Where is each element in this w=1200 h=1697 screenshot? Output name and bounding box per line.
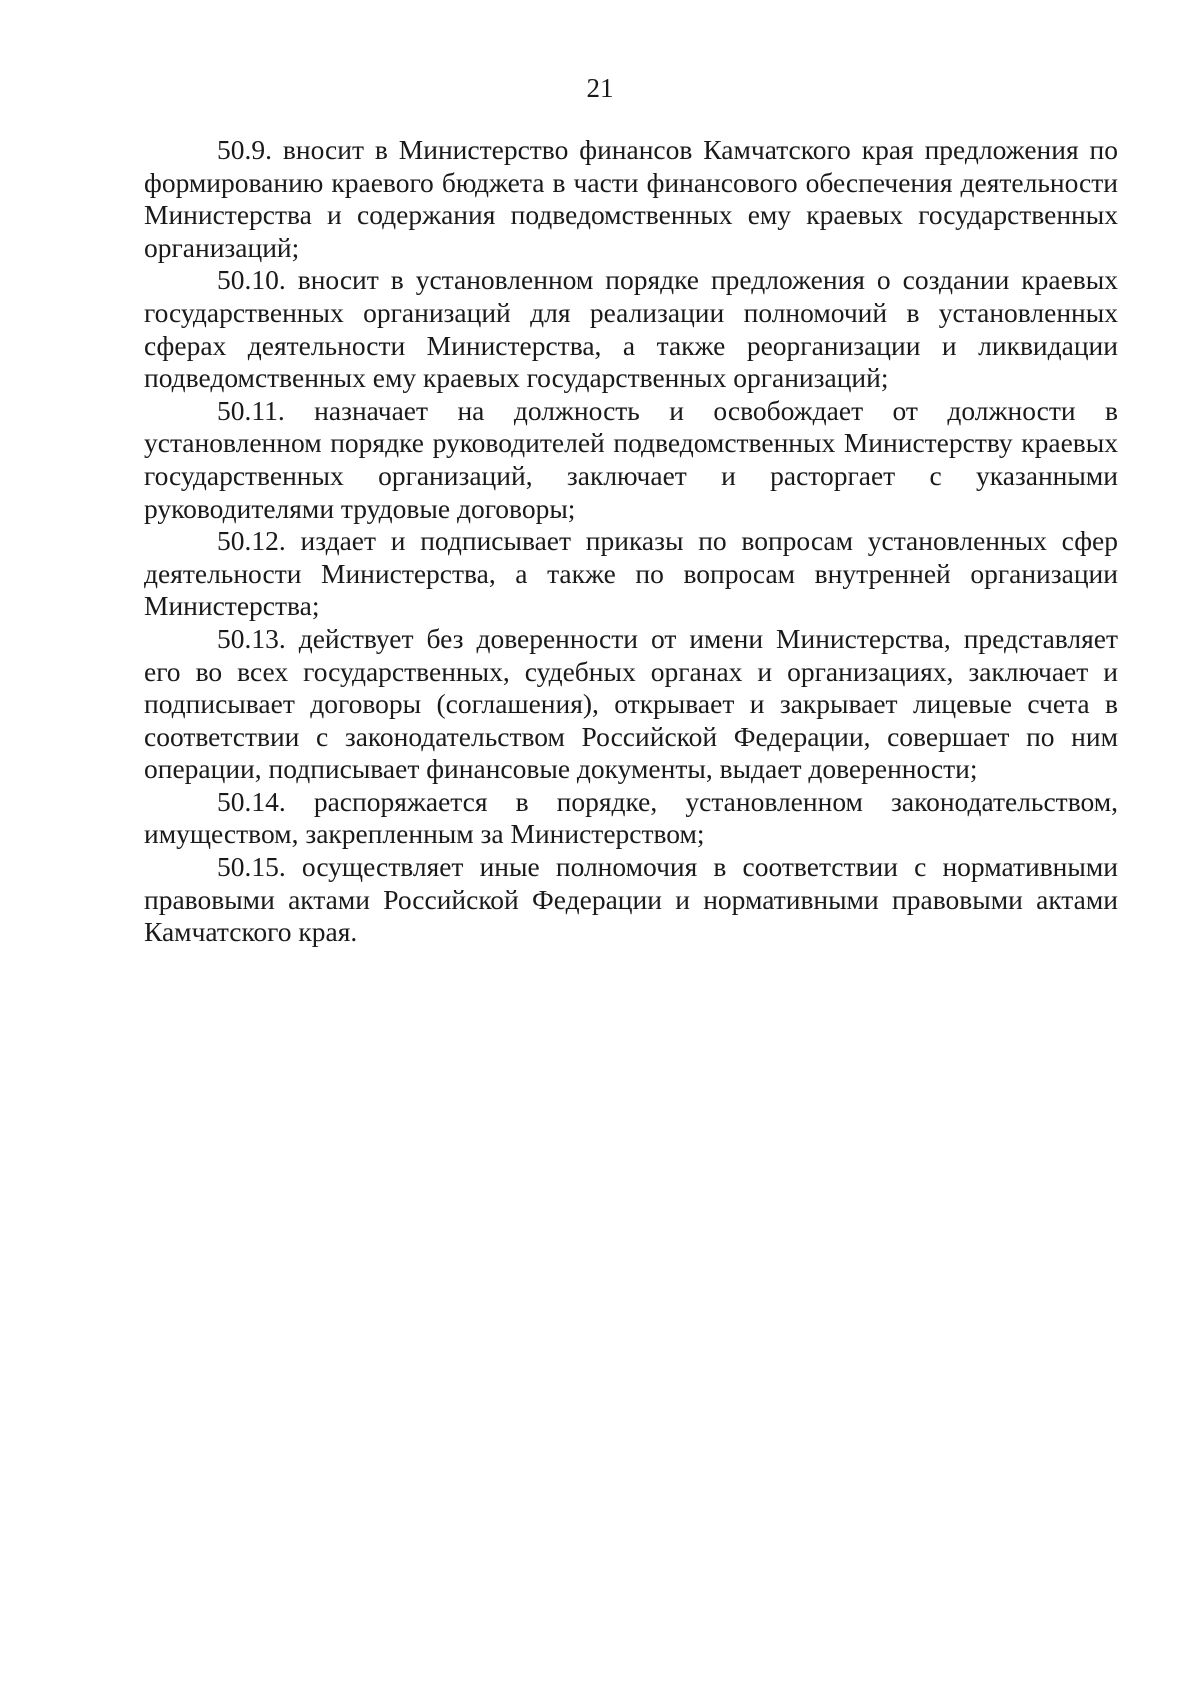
paragraph-50-15: 50.15. осуществляет иные полномочия в соответствии с нормативными правовыми актами Российской Федерации и нормативными правовыми актами Камчатского края.: [144, 851, 1118, 948]
paragraph-50-13: 50.13. действует без доверенности от имени Министерства, представляет его во всех государственных, судебных органах и организациях, заключает и подписывает договоры (соглашения), открывает и закрывает лицевые счета в соответствии с законодательством Российской Федерации, совершает по ним операции, подписывает финансовые документы, выдает доверенности;: [144, 622, 1118, 785]
paragraph-50-12: 50.12. издает и подписывает приказы по вопросам установленных сфер деятельности Министерства, а также по вопросам внутренней организации Министерства;: [144, 525, 1118, 622]
paragraph-50-14: 50.14. распоряжается в порядке, установленном законодательством, имуществом, закрепленным за Министерством;: [144, 785, 1118, 850]
paragraph-50-9: 50.9. вносит в Министерство финансов Камчатского края предложения по формированию краевого бюджета в части финансового обеспечения деятельности Министерства и содержания подведомственных ему краевых государственных организаций;: [144, 134, 1118, 263]
document-body: [144, 134, 1118, 949]
page-number: 21: [586, 73, 614, 103]
paragraph-50-10: 50.10. вносит в установленном порядке предложения о создании краевых государственных организаций для реализации полномочий в установленных сферах деятельности Министерства, а также реорганизации и ликвидации подведомственных ему краевых государственных организаций;: [144, 264, 1118, 394]
paragraph-50-11: 50.11. назначает на должность и освобождает от должности в установленном порядке руководителей подведомственных Министерству краевых государственных организаций, заключает и расторгает с указанными руководителями трудовые договоры;: [144, 394, 1118, 524]
